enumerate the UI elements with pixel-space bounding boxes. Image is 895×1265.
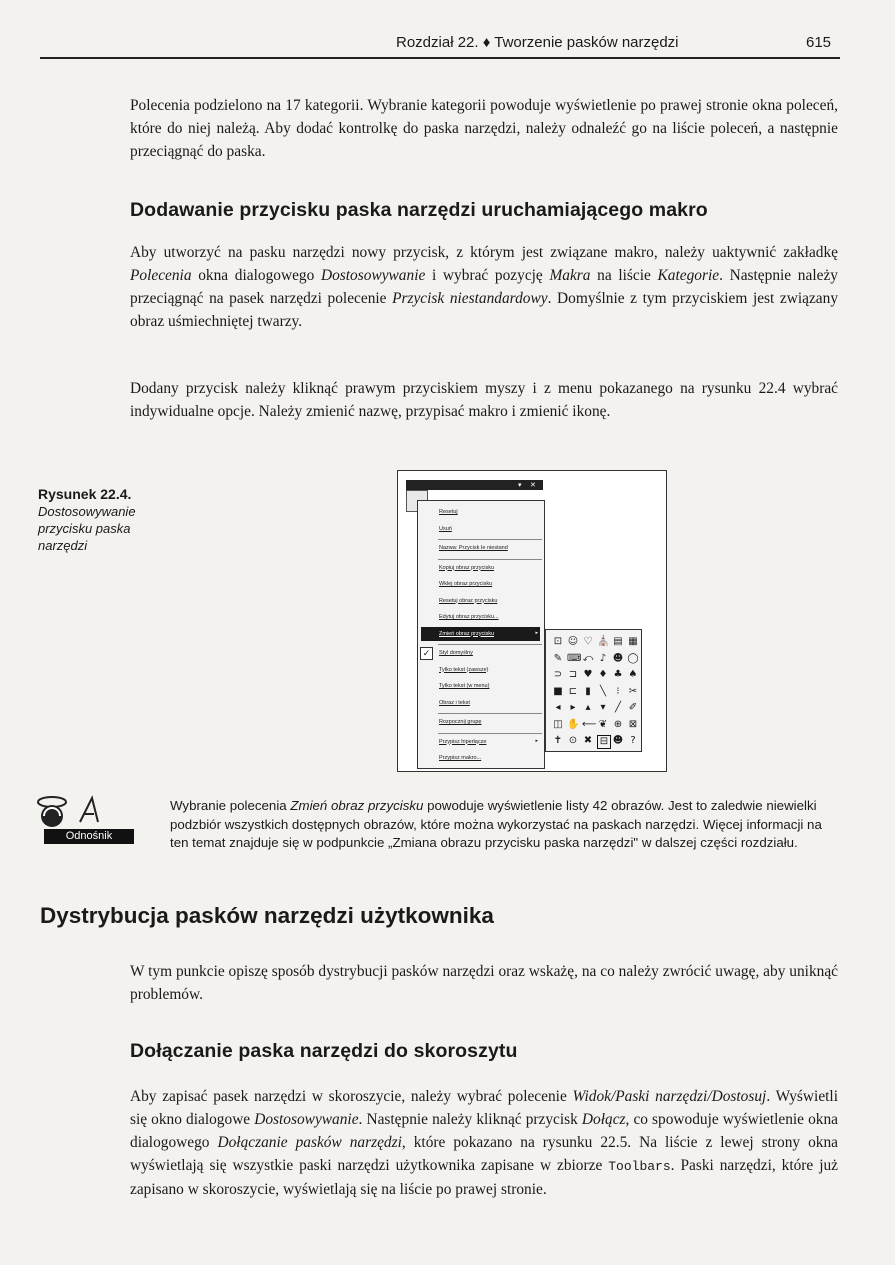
- text-run: . Wyświetli się okno dialogowe: [130, 1088, 838, 1128]
- figure-caption-line: Dostosowywanie: [38, 504, 136, 519]
- button-image-option[interactable]: ◯: [627, 652, 639, 664]
- button-image-option[interactable]: ⛪: [597, 636, 610, 647]
- text-run: Aby zapisać pasek narzędzi w skoroszycie, należy wybrać polecenie: [130, 1088, 573, 1105]
- menu-item[interactable]: Kopiuj obraz przycisku: [439, 564, 495, 571]
- button-image-option[interactable]: ♥: [583, 669, 593, 680]
- text-run: Dołącz: [581, 1111, 626, 1128]
- text-run: , co spowoduje wyświetlenie okna dialogowego: [130, 1111, 838, 1151]
- running-header: Rozdział 22. ♦ Tworzenie pasków narzędzi: [396, 34, 679, 51]
- figure-caption: [38, 503, 188, 554]
- button-image-option[interactable]: ■: [553, 685, 563, 697]
- button-image-option[interactable]: ⊕: [613, 718, 623, 730]
- text-run: powoduje wyświetlenie listy 42 obrazów. Jest to zaledwie niewielki podzbiór wszystkich dostępnych obrazów, które można wykorzystać na paskach narzędzi. Więcej informacji na ten temat znajduje się w podpunkcie „Zmiana obrazu przycisku paska narzędzi" w dalszej części rozdziału.: [170, 798, 822, 850]
- button-image-option[interactable]: ▴: [585, 702, 591, 713]
- button-image-palette: [545, 629, 642, 752]
- button-image-option[interactable]: ✖: [583, 735, 593, 746]
- button-image-option[interactable]: ╱: [614, 702, 622, 713]
- button-image-option[interactable]: ⊃: [553, 669, 563, 680]
- button-image-option[interactable]: ▤: [613, 636, 623, 647]
- text-run: Aby utworzyć na pasku narzędzi nowy przycisk, z którym jest związane makro, należy uaktywnić zakładkę: [130, 244, 838, 261]
- button-image-option[interactable]: ✐: [628, 702, 638, 713]
- button-image-option[interactable]: ☻: [612, 735, 624, 746]
- text-run: Wybranie polecenia: [170, 798, 291, 813]
- section-heading-macro-button: Dodawanie przycisku paska narzędzi uruchamiającego makro: [130, 199, 708, 221]
- text-run: . Paski narzędzi, które już zapisano w skoroszycie, wyświetlają się na liście po prawej stronie.: [130, 1157, 838, 1198]
- button-image-option[interactable]: ⊏: [568, 685, 578, 697]
- menu-separator: [438, 733, 542, 734]
- menu-item[interactable]: Obraz i tekst: [439, 699, 470, 706]
- text-run: Dołączanie pasków narzędzi: [217, 1134, 402, 1151]
- menu-item[interactable]: Styl domyślny: [439, 650, 473, 656]
- button-image-option[interactable]: ⁝: [616, 685, 620, 697]
- text-run: Dostosowywanie: [254, 1111, 359, 1128]
- button-image-option[interactable]: ⌨: [567, 652, 582, 664]
- button-image-option[interactable]: ✂: [628, 685, 638, 697]
- button-image-option[interactable]: ♦: [598, 669, 608, 680]
- button-image-option[interactable]: ❦: [598, 718, 608, 730]
- figure-caption-line: przycisku paska: [38, 521, 131, 536]
- reference-note-label: Odnośnik: [44, 829, 134, 844]
- button-image-option[interactable]: ♣: [613, 669, 623, 680]
- toolbar-titlebar: [406, 480, 543, 490]
- macro-paragraph-1: [130, 241, 838, 333]
- header-rule: [40, 57, 840, 59]
- button-image-option[interactable]: ⊐: [568, 669, 578, 680]
- menu-item[interactable]: Resetuj obraz przycisku: [439, 597, 498, 604]
- menu-item[interactable]: Przypisz hiperłącze: [439, 738, 487, 745]
- button-image-option[interactable]: ✋: [567, 718, 580, 730]
- button-image-option[interactable]: ⊟: [597, 735, 611, 749]
- text-run: i wybrać pozycję: [425, 267, 550, 284]
- context-menu: [417, 500, 545, 769]
- menu-item[interactable]: Edytuj obraz przycisku...: [439, 614, 499, 620]
- button-image-option[interactable]: ◫: [553, 718, 563, 730]
- dropdown-icon: ▾: [518, 481, 522, 489]
- button-image-option[interactable]: ╲: [599, 685, 607, 697]
- figure-label: Rysunek 22.4.: [38, 486, 132, 502]
- menu-item[interactable]: Usuń: [439, 525, 452, 532]
- text-run: Widok/Paski narzędzi/Dostosuj: [572, 1088, 767, 1105]
- text-run: . Domyślnie z tym przyciskiem jest związany obraz uśmiechniętej twarzy.: [130, 290, 839, 330]
- page-number: 615: [806, 34, 832, 51]
- button-image-option[interactable]: ♡: [583, 636, 593, 647]
- figure-caption-line: narzędzi: [38, 538, 88, 553]
- button-image-option[interactable]: ▾: [600, 702, 606, 713]
- button-image-option[interactable]: ✎: [553, 652, 563, 664]
- checkmark-icon: ✓: [420, 647, 433, 660]
- menu-item[interactable]: Wklej obraz przycisku: [439, 581, 493, 587]
- button-image-option[interactable]: ♠: [628, 669, 638, 680]
- menu-item[interactable]: Nazwa: Przycisk Ie niestand: [439, 545, 508, 551]
- submenu-arrow-icon: ▸: [535, 630, 538, 636]
- menu-separator: [438, 559, 542, 560]
- button-image-option[interactable]: ▸: [570, 702, 576, 713]
- text-run: . Następnie należy przeciągnąć na pasek narzędzi polecenie: [130, 267, 838, 307]
- menu-separator: [438, 539, 542, 540]
- text-run: okna dialogowego: [191, 267, 321, 284]
- distribution-paragraph: W tym punkcie opiszę sposób dystrybucji pasków narzędzi oraz wskażę, na co należy zwrócić uwagę, aby uniknąć problemów.: [130, 963, 838, 1003]
- text-run: Dostosowywanie: [320, 267, 426, 284]
- figure-screenshot: [397, 470, 667, 772]
- button-image-option[interactable]: ▦: [628, 636, 638, 647]
- button-image-option[interactable]: ◂: [555, 702, 561, 713]
- attach-paragraph: [130, 1085, 838, 1201]
- menu-separator: [438, 644, 542, 645]
- button-image-option[interactable]: ⊡: [553, 636, 563, 647]
- submenu-arrow-icon: ▸: [535, 738, 538, 744]
- button-image-option[interactable]: ⟵: [582, 718, 597, 730]
- button-image-option[interactable]: ⊙: [568, 735, 578, 746]
- button-image-option[interactable]: ✝: [553, 735, 563, 746]
- button-image-option[interactable]: ⊠: [628, 718, 638, 730]
- text-run: , które pokazano na rysunku 22.5. Na liście z lewej strony okna wyświetlają się wszystkie paski narzędzi użytkownika zapisane w zbiorze: [130, 1134, 838, 1174]
- button-image-option[interactable]: ⤺: [582, 652, 594, 664]
- menu-item[interactable]: Przypisz makro...: [439, 755, 482, 761]
- menu-separator: [438, 713, 542, 714]
- macro-paragraph-2: Dodany przycisk należy kliknąć prawym przyciskiem myszy i z menu pokazanego na rysunku 22.4 wybrać indywidualne opcje. Należy zmienić nazwę, przypisać makro i zmienić ikonę.: [130, 380, 838, 420]
- button-image-option[interactable]: ☺: [567, 636, 579, 647]
- menu-item[interactable]: Rozpocznij grupę: [439, 719, 482, 725]
- close-icon: ✕: [530, 481, 536, 489]
- text-run: Toolbars: [608, 1159, 671, 1174]
- button-image-option[interactable]: ▮: [585, 685, 591, 697]
- section-heading-distribution: Dystrybucja pasków narzędzi użytkownika: [40, 903, 494, 928]
- button-image-option[interactable]: ♪: [599, 652, 607, 664]
- button-image-option[interactable]: ?: [630, 735, 636, 746]
- note-text: [170, 797, 840, 853]
- button-image-option[interactable]: ☻: [612, 652, 624, 664]
- menu-item[interactable]: Zmień obraz przycisku: [439, 630, 495, 637]
- menu-item[interactable]: Tylko tekst (zawsze): [439, 666, 489, 673]
- text-run: na liście: [590, 267, 658, 284]
- text-run: Zmień obraz przycisku: [290, 798, 424, 813]
- menu-item[interactable]: Tylko tekst (w menu): [439, 683, 490, 689]
- text-run: Kategorie: [657, 267, 720, 284]
- text-run: Makra: [549, 267, 591, 284]
- menu-item[interactable]: Resetuj: [439, 509, 458, 515]
- text-run: . Następnie należy kliknąć przycisk: [358, 1111, 582, 1128]
- text-run: Polecenia: [130, 267, 192, 284]
- intro-paragraph: Polecenia podzielono na 17 kategorii. Wybranie kategorii powoduje wyświetlenie po prawej stronie okna poleceń, które do niej należą. Aby dodać kontrolkę do paska narzędzi, należy odnaleźć go na liście poleceń, a następnie przeciągnąć do paska.: [130, 97, 838, 160]
- text-run: Przycisk niestandardowy: [392, 290, 548, 307]
- section-heading-attach: Dołączanie paska narzędzi do skoroszytu: [130, 1040, 518, 1062]
